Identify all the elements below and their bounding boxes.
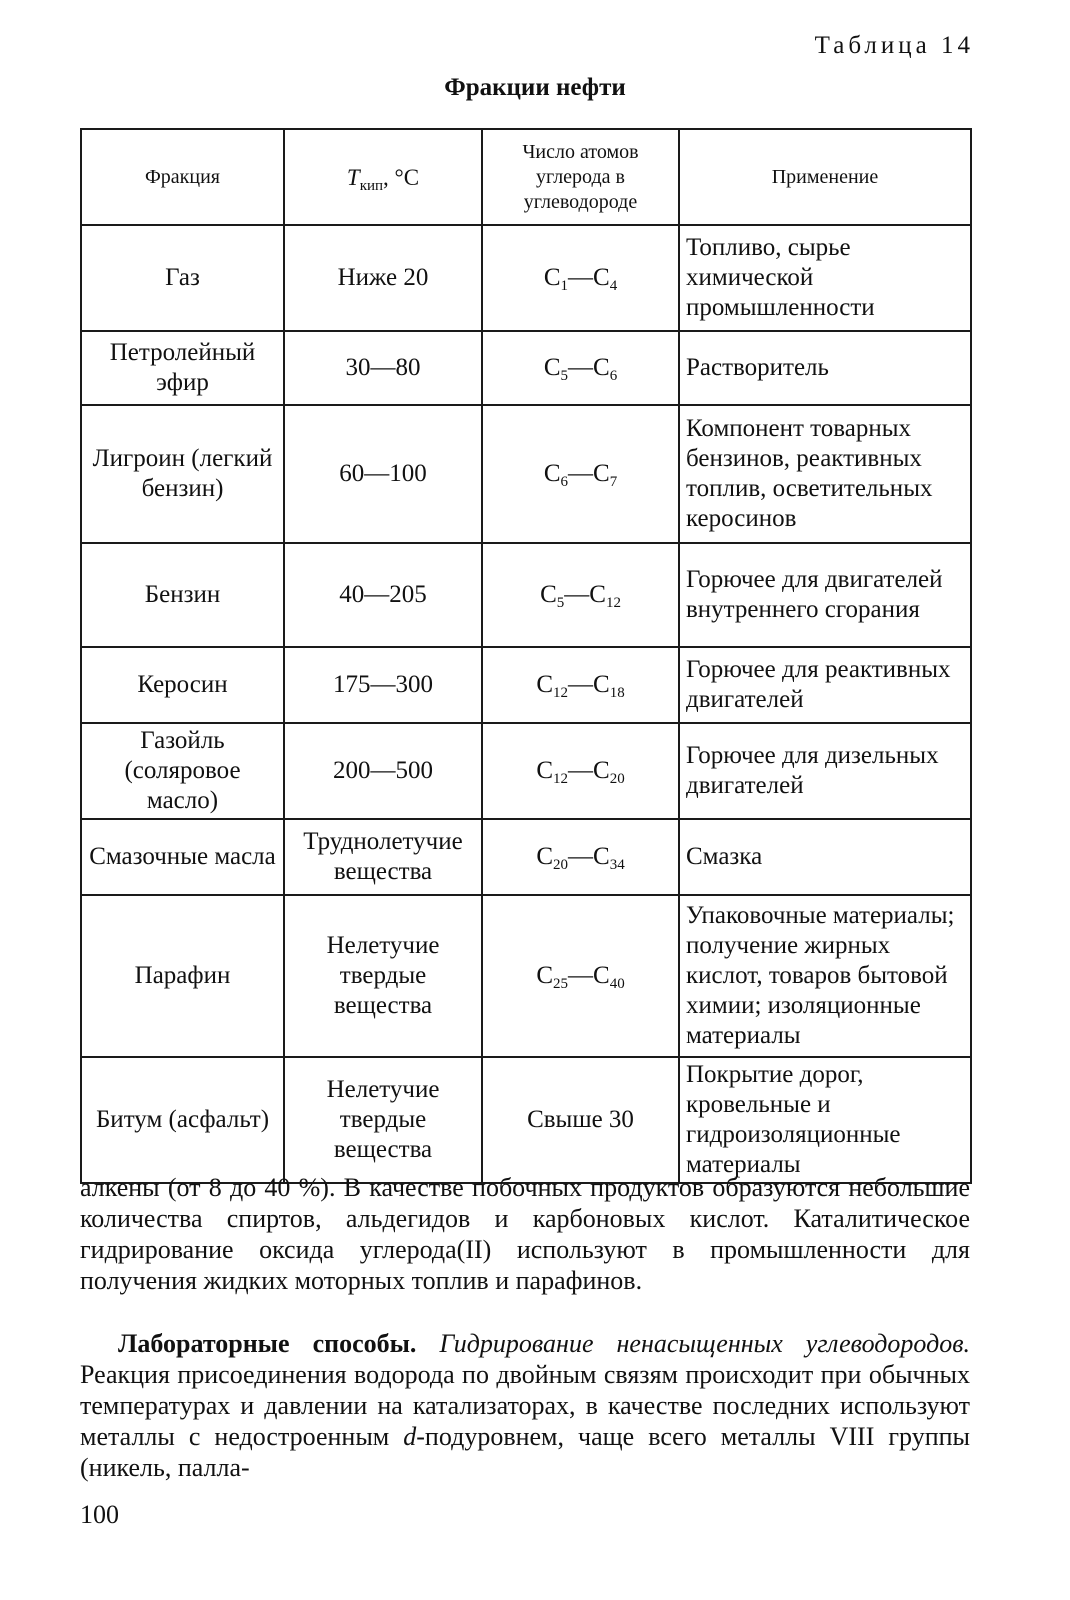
cell-boiling-temp: 40—205 [284, 543, 482, 647]
carbon-dash: — [568, 962, 593, 989]
carbon-from: 12 [553, 771, 568, 787]
carbon-to: 6 [609, 368, 618, 384]
carbon-symbol: C [593, 460, 610, 487]
paragraph-2-d-letter: d [403, 1422, 417, 1451]
carbon-symbol: C [593, 671, 610, 698]
table-row [81, 331, 971, 405]
cell-carbon-count [482, 819, 679, 895]
carbon-dash: — [568, 460, 593, 487]
carbon-dash: — [568, 757, 593, 784]
oil-fractions-table [80, 128, 972, 1184]
carbon-from: 5 [556, 595, 565, 611]
cell-fraction: Парафин [81, 895, 284, 1057]
cell-carbon-count [482, 225, 679, 331]
cell-boiling-temp: 200—500 [284, 723, 482, 819]
cell-boiling-temp: Труднолетучие вещества [284, 819, 482, 895]
cell-carbon-count [482, 405, 679, 543]
cell-usage: Растворитель [679, 331, 971, 405]
cell-fraction: Смазочные масла [81, 819, 284, 895]
cell-usage: Горючее для двигателей внутреннего сгорания [679, 543, 971, 647]
table-row [81, 895, 971, 1057]
header-fraction: Фракция [81, 129, 284, 225]
carbon-symbol: C [543, 460, 561, 487]
page-number: 100 [80, 1500, 119, 1529]
temp-subscript: кип [359, 177, 384, 194]
carbon-from: 25 [553, 976, 568, 992]
carbon-symbol: C [589, 581, 606, 608]
cell-boiling-temp: 60—100 [284, 405, 482, 543]
cell-fraction: Бензин [81, 543, 284, 647]
carbon-from: 20 [553, 857, 568, 873]
carbon-symbol: C [536, 671, 553, 698]
carbon-from: 6 [560, 474, 568, 490]
carbon-symbol: C [593, 354, 610, 381]
carbon-symbol: C [593, 757, 610, 784]
carbon-to: 18 [609, 685, 625, 701]
paragraph-2-text: Реакция присоединения водорода по двойным связям происходит при обычных температурах и давлении на катализаторах, в качестве последних используют металлы с недостроенным [80, 1360, 970, 1451]
carbon-symbol: C [536, 757, 553, 784]
cell-usage: Топливо, сырье химической промышленности [679, 225, 971, 331]
paragraph-2-bold-lead: Лабораторные способы. [118, 1329, 417, 1358]
carbon-symbol: C [593, 843, 610, 870]
cell-carbon-count [482, 331, 679, 405]
cell-carbon-count [482, 895, 679, 1057]
header-usage: Применение [679, 129, 971, 225]
table-row [81, 225, 971, 331]
carbon-to: 40 [609, 976, 625, 992]
paragraph-2 [80, 1328, 970, 1483]
carbon-to: 7 [609, 474, 618, 490]
carbon-symbol: C [536, 843, 553, 870]
carbon-symbol: C [543, 264, 561, 291]
paragraph-1: алкены (от 8 до 40 %). В качестве побочных продуктов образуются небольшие количества спиртов, альдегидов и карбоновых кислот. Каталитическое гидрирование оксида углерода(II) используют в промышленности для получения жидких моторных топлив и парафинов. [80, 1173, 970, 1295]
temp-symbol: T [346, 164, 360, 190]
cell-carbon-count [482, 647, 679, 723]
table-row [81, 819, 971, 895]
cell-usage: Компонент товарных бензинов, реактивных топлив, осветительных керосинов [679, 405, 971, 543]
cell-usage: Горючее для реактивных двигателей [679, 647, 971, 723]
carbon-dash: — [564, 581, 590, 608]
carbon-dash: — [568, 354, 593, 381]
cell-boiling-temp: 30—80 [284, 331, 482, 405]
carbon-from: 12 [553, 685, 568, 701]
cell-fraction: Газойль (соляровое масло) [81, 723, 284, 819]
cell-boiling-temp: 175—300 [284, 647, 482, 723]
carbon-symbol: C [536, 962, 553, 989]
cell-boiling-temp: Нелетучие твердые вещества [284, 895, 482, 1057]
carbon-from: 1 [560, 278, 568, 294]
header-carbon-count: Число атомов углерода в углеводороде [482, 129, 679, 225]
carbon-dash: — [568, 671, 593, 698]
carbon-dash: — [568, 264, 593, 291]
table-row [81, 1057, 971, 1183]
cell-fraction: Петролейный эфир [81, 331, 284, 405]
table-row [81, 405, 971, 543]
carbon-symbol: C [593, 962, 610, 989]
cell-carbon-count [482, 723, 679, 819]
paragraph-2-text-end: -подуровнем, чаще всего металлы VIII группы (никель, палла- [80, 1422, 971, 1482]
carbon-symbol: C [540, 581, 557, 608]
table-row [81, 543, 971, 647]
carbon-from: 5 [560, 368, 568, 384]
cell-carbon-count [482, 543, 679, 647]
cell-usage: Упаковочные материалы; получение жирных кислот, товаров бытовой химии; изоляционные материалы [679, 895, 971, 1057]
carbon-symbol: C [593, 264, 610, 291]
table-title: Фракции нефти [444, 74, 626, 101]
cell-usage: Покрытие дорог, кровельные и гидроизоляционные материалы [679, 1057, 971, 1183]
cell-boiling-temp: Ниже 20 [284, 225, 482, 331]
temp-unit: , °С [383, 164, 420, 190]
cell-usage: Горючее для дизельных двигателей [679, 723, 971, 819]
cell-fraction: Газ [81, 225, 284, 331]
carbon-to: 4 [609, 278, 618, 294]
paragraph-2-italic-lead: Гидрирование ненасыщенных углеводородов. [439, 1329, 971, 1358]
table-label: Таблица 14 [814, 32, 974, 59]
cell-usage: Смазка [679, 819, 971, 895]
cell-fraction: Битум (асфальт) [81, 1057, 284, 1183]
cell-boiling-temp: Нелетучие твердые вещества [284, 1057, 482, 1183]
cell-fraction: Лигроин (легкий бензин) [81, 405, 284, 543]
carbon-to: 20 [609, 771, 625, 787]
header-boiling-temp [284, 129, 482, 225]
carbon-to: 34 [609, 857, 625, 873]
table-row [81, 647, 971, 723]
carbon-to: 12 [605, 595, 621, 611]
carbon-symbol: C [543, 354, 561, 381]
table-row [81, 723, 971, 819]
cell-carbon-count: Свыше 30 [482, 1057, 679, 1183]
cell-fraction: Керосин [81, 647, 284, 723]
carbon-dash: — [568, 843, 593, 870]
table-header-row [81, 129, 971, 225]
